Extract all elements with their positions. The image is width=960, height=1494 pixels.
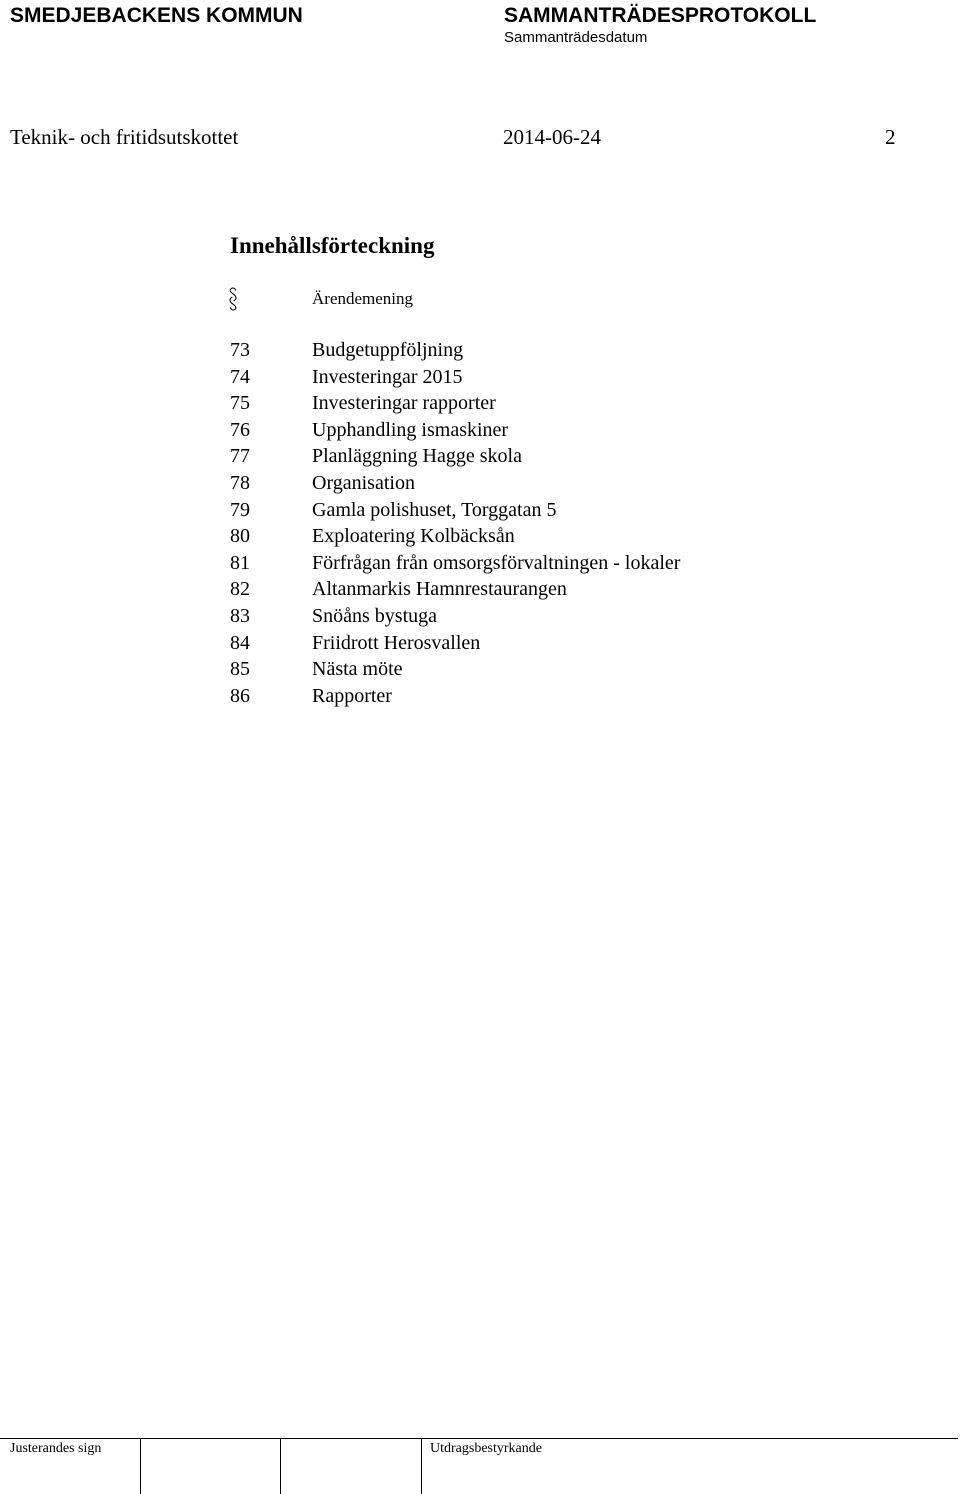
organization-name: SMEDJEBACKENS KOMMUN: [10, 4, 303, 27]
footer-divider: [140, 1438, 141, 1494]
date-label: Sammanträdesdatum: [504, 29, 648, 46]
item-number: 85: [230, 658, 250, 681]
item-number: 76: [230, 418, 250, 441]
item-number: 79: [230, 498, 250, 521]
footer-divider: [421, 1438, 422, 1494]
item-title: Planläggning Hagge skola: [312, 445, 522, 468]
page-number: 2: [885, 125, 896, 149]
item-number: 74: [230, 365, 250, 388]
signature-label: Justerandes sign: [10, 1441, 102, 1456]
item-number: 75: [230, 392, 250, 415]
item-title: Investeringar rapporter: [312, 392, 496, 415]
item-number: 83: [230, 604, 250, 627]
item-number: 81: [230, 551, 250, 574]
item-title: Förfrågan från omsorgsförvaltningen - lokaler: [312, 551, 681, 574]
item-number: 82: [230, 578, 250, 601]
item-title: Rapporter: [312, 684, 392, 707]
footer-divider: [280, 1438, 281, 1494]
certification-label: Utdragsbestyrkande: [430, 1441, 542, 1456]
footer-rule: [0, 1438, 958, 1439]
document-type: SAMMANTRÄDESPROTOKOLL: [504, 4, 817, 27]
section-symbol-icon: [228, 287, 238, 311]
item-title: Altanmarkis Hamnrestaurangen: [312, 578, 567, 601]
item-title: Friidrott Herosvallen: [312, 631, 481, 654]
column-header-arendemening: Ärendemening: [312, 289, 414, 308]
item-number: 86: [230, 684, 250, 707]
item-title: Exploatering Kolbäcksån: [312, 525, 515, 548]
item-title: Nästa möte: [312, 658, 403, 681]
item-number: 78: [230, 471, 250, 494]
item-title: Upphandling ismaskiner: [312, 418, 509, 441]
item-number: 80: [230, 525, 250, 548]
item-title: Investeringar 2015: [312, 365, 463, 388]
item-number: 73: [230, 339, 250, 361]
item-title: Gamla polishuset, Torggatan 5: [312, 498, 557, 521]
item-title: Snöåns bystuga: [312, 604, 437, 627]
committee-name: Teknik- och fritidsutskottet: [10, 125, 239, 149]
toc-title: Innehållsförteckning: [230, 233, 435, 258]
item-title: Budgetuppföljning: [312, 339, 464, 361]
item-number: 84: [230, 631, 250, 654]
meeting-date: 2014-06-24: [503, 125, 601, 149]
item-number: 77: [230, 445, 250, 468]
item-title: Organisation: [312, 471, 415, 494]
